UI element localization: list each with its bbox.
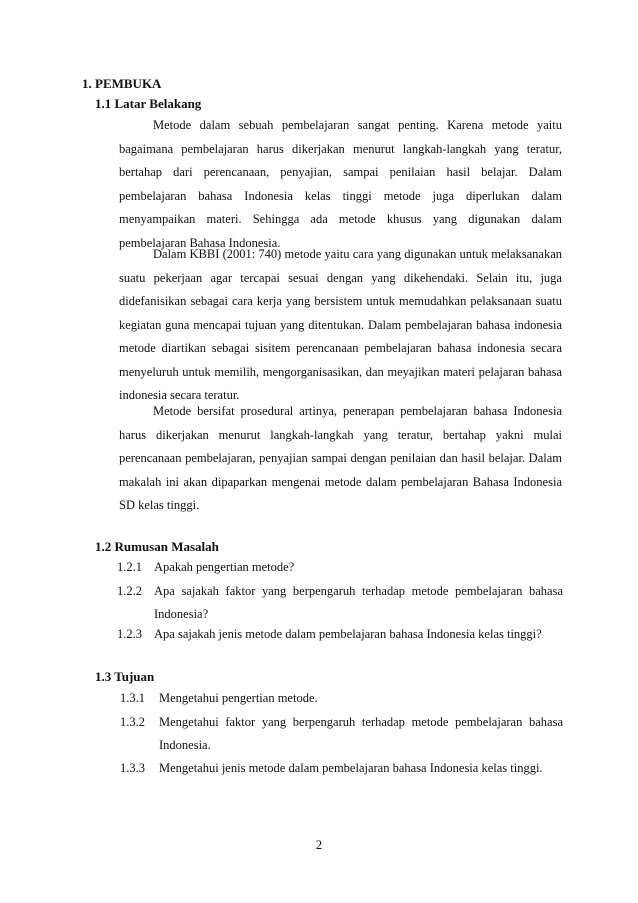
list-item-text: Mengetahui pengertian metode. [159,691,318,705]
paragraph-2: Dalam KBBI (2001: 740) metode yaitu cara yang digunakan untuk melaksanakan suatu pekerjaan agar tercapai sesuai dengan yang dikehendaki. Selain itu, juga didefanisikan sebagai cara kerja yang bersistem untuk memudahkan pelaksanaan suatu kegiatan guna mencapai tujuan yang ditentukan. Dalam pembelajaran bahasa indonesia metode diartikan sebagai sisitem perencanaan pembelajaran bahasa indonesia secara menyeluruh untuk memilih, mengorganisasikan, dan meyajikan materi pelajaran bahasa indonesia secara teratur. [119,247,562,402]
list-item-number: 1.3.3 [120,761,145,775]
list-item-text: Apakah pengertian metode? [154,560,295,574]
list-item-text: Mengetahui faktor yang berpengaruh terhadap metode pembelajaran bahasa Indonesia. [159,715,563,752]
list-item-text: Mengetahui jenis metode dalam pembelajaran bahasa Indonesia kelas tinggi. [159,761,543,775]
chapter-heading: 1. PEMBUKA [82,76,162,91]
list-item-text: Apa sajakah faktor yang berpengaruh terhadap metode pembelajaran bahasa Indonesia? [154,584,563,621]
list-item-number: 1.2.2 [117,584,142,598]
list-item-text: Apa sajakah jenis metode dalam pembelajaran bahasa Indonesia kelas tinggi? [154,627,542,641]
paragraph-3: Metode bersifat prosedural artinya, penerapan pembelajaran bahasa Indonesia harus dikerjakan menurut langkah-langkah yang teratur, bertahap yakni mulai perencanaan pembelajaran, penyajian sampai dengan penilaian dan hasil belajar. Dalam makalah ini akan dipaparkan mengenai metode dalam pembelajaran Bahasa Indonesia SD kelas tinggi. [119,404,562,512]
paragraph-1: Metode dalam sebuah pembelajaran sangat penting. Karena metode yaitu bagaimana pembelajaran harus dikerjakan menurut langkah-langkah yang teratur, bertahap dari perencanaan, penyajian, sampai penilaian hasil belajar. Dalam pembelajaran bahasa Indonesia kelas tinggi metode juga diperlukan dalam menyampaikan materi. Sehingga ada metode khusus yang digunakan dalam pembelajaran Bahasa Indonesia. [119,118,562,250]
list-item-number: 1.2.1 [117,560,142,574]
section-title-tujuan: 1.3 Tujuan [95,669,155,684]
list-item-number: 1.2.3 [117,627,142,641]
list-item-number: 1.3.2 [120,715,145,729]
list-item-number: 1.3.1 [120,691,145,705]
page-number: 2 [315,838,323,852]
section-title-rumusan-masalah: 1.2 Rumusan Masalah [95,539,219,554]
section-title-latar-belakang: 1.1 Latar Belakang [95,96,202,111]
